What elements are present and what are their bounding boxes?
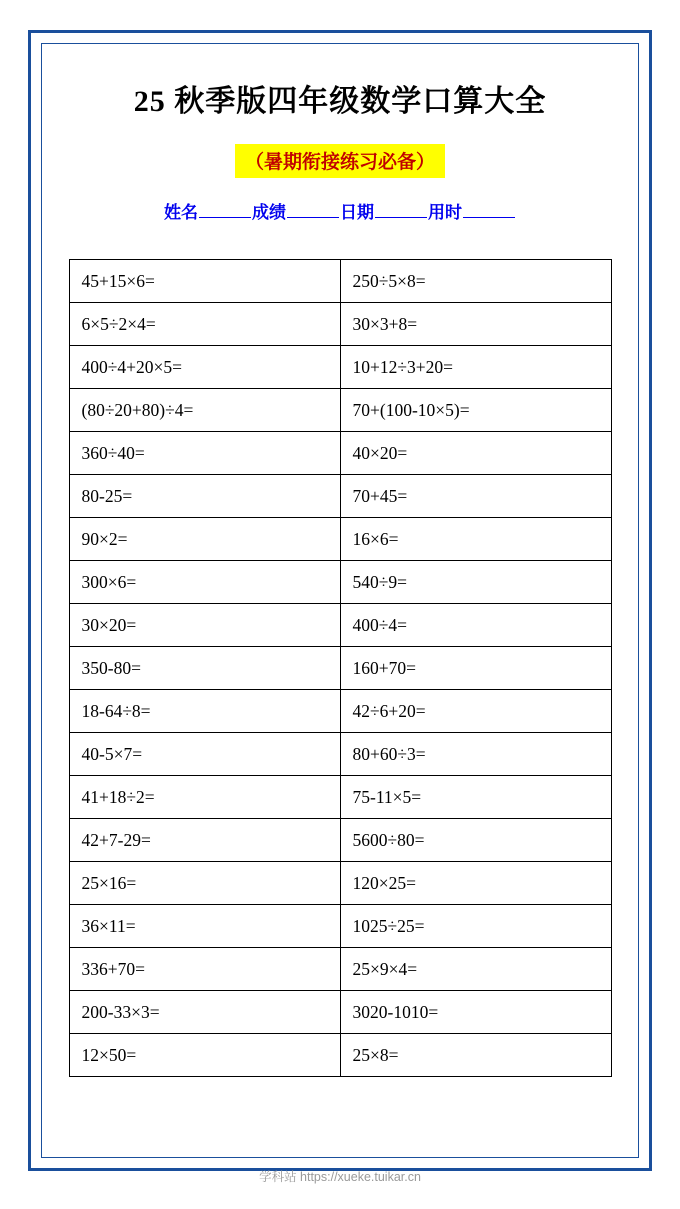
watermark-text: 学科站 https://xueke.tuikar.cn: [259, 1170, 421, 1184]
table-row: [69, 260, 611, 303]
problem-cell[interactable]: 70+45=: [340, 475, 611, 518]
table-row: [69, 862, 611, 905]
problem-cell[interactable]: 90×2=: [69, 518, 340, 561]
table-row: [69, 905, 611, 948]
problem-cell[interactable]: 1025÷25=: [340, 905, 611, 948]
problem-cell[interactable]: 42÷6+20=: [340, 690, 611, 733]
subtitle-badge: （暑期衔接练习必备）: [235, 144, 445, 178]
problem-cell[interactable]: 6×5÷2×4=: [69, 303, 340, 346]
name-label: 姓名: [164, 203, 198, 222]
score-label: 成绩: [252, 203, 286, 222]
page-title: 25 秋季版四年级数学口算大全: [133, 85, 547, 118]
table-row: [69, 303, 611, 346]
problem-cell[interactable]: 250÷5×8=: [340, 260, 611, 303]
table-row: [69, 389, 611, 432]
problem-cell[interactable]: 25×16=: [69, 862, 340, 905]
score-blank[interactable]: [287, 217, 339, 218]
table-row: [69, 432, 611, 475]
table-row: [69, 561, 611, 604]
problem-cell[interactable]: 160+70=: [340, 647, 611, 690]
table-row: [69, 346, 611, 389]
problems-table: [69, 259, 612, 1077]
worksheet-content: [48, 50, 632, 1184]
problem-cell[interactable]: 25×8=: [340, 1034, 611, 1077]
table-row: [69, 475, 611, 518]
problem-cell[interactable]: 36×11=: [69, 905, 340, 948]
problem-cell[interactable]: 12×50=: [69, 1034, 340, 1077]
table-row: [69, 948, 611, 991]
problem-cell[interactable]: 3020-1010=: [340, 991, 611, 1034]
problem-cell[interactable]: 42+7-29=: [69, 819, 340, 862]
problem-cell[interactable]: 400÷4=: [340, 604, 611, 647]
problem-cell[interactable]: 5600÷80=: [340, 819, 611, 862]
problem-cell[interactable]: 400÷4+20×5=: [69, 346, 340, 389]
table-row: [69, 733, 611, 776]
table-row: [69, 518, 611, 561]
subtitle-container: [48, 144, 632, 178]
problem-cell[interactable]: 200-33×3=: [69, 991, 340, 1034]
problem-cell[interactable]: 70+(100-10×5)=: [340, 389, 611, 432]
table-row: [69, 604, 611, 647]
problem-cell[interactable]: (80÷20+80)÷4=: [69, 389, 340, 432]
problem-cell[interactable]: 540÷9=: [340, 561, 611, 604]
problem-cell[interactable]: 16×6=: [340, 518, 611, 561]
problem-cell[interactable]: 300×6=: [69, 561, 340, 604]
problem-cell[interactable]: 350-80=: [69, 647, 340, 690]
table-row: [69, 690, 611, 733]
problem-cell[interactable]: 80-25=: [69, 475, 340, 518]
table-row: [69, 776, 611, 819]
time-blank[interactable]: [463, 217, 515, 218]
problem-cell[interactable]: 30×3+8=: [340, 303, 611, 346]
problem-cell[interactable]: 360÷40=: [69, 432, 340, 475]
problem-cell[interactable]: 120×25=: [340, 862, 611, 905]
problem-cell[interactable]: 18-64÷8=: [69, 690, 340, 733]
problem-cell[interactable]: 80+60÷3=: [340, 733, 611, 776]
table-row: [69, 991, 611, 1034]
problem-cell[interactable]: 25×9×4=: [340, 948, 611, 991]
table-row: [69, 1034, 611, 1077]
problem-cell[interactable]: 10+12÷3+20=: [340, 346, 611, 389]
date-blank[interactable]: [375, 217, 427, 218]
problem-cell[interactable]: 45+15×6=: [69, 260, 340, 303]
problem-cell[interactable]: 30×20=: [69, 604, 340, 647]
time-label: 用时: [428, 203, 462, 222]
problem-cell[interactable]: 40-5×7=: [69, 733, 340, 776]
problem-cell[interactable]: 40×20=: [340, 432, 611, 475]
date-label: 日期: [340, 203, 374, 222]
problem-cell[interactable]: 41+18÷2=: [69, 776, 340, 819]
student-info-line: [48, 198, 632, 223]
problem-cell[interactable]: 336+70=: [69, 948, 340, 991]
table-row: [69, 647, 611, 690]
table-row: [69, 819, 611, 862]
name-blank[interactable]: [199, 217, 251, 218]
problem-cell[interactable]: 75-11×5=: [340, 776, 611, 819]
